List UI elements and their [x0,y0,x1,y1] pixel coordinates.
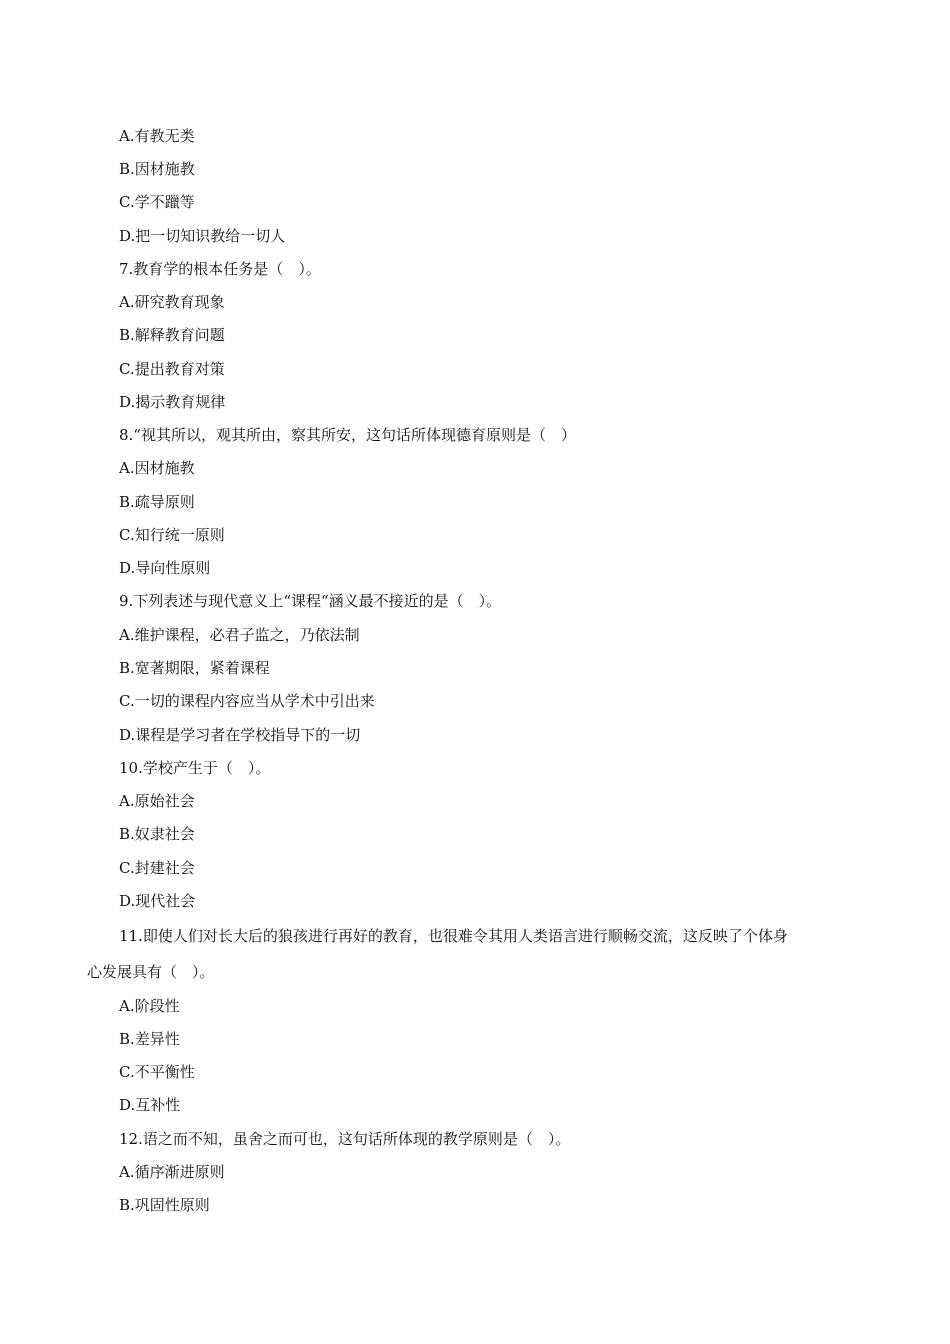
option-7b: B.解释教育问题 [119,326,225,344]
option-9c: C.一切的课程内容应当从学术中引出来 [119,692,375,710]
question-11: 11.即使人们对长大后的狼孩进行再好的教育，也很难令其用人类语言进行顺畅交流，这反映了个体身 [119,927,788,945]
question-10: 10.学校产生于（ ）。 [119,759,271,777]
option-8d: D.导向性原则 [119,559,211,577]
option-12b: B.巩固性原则 [119,1196,210,1214]
question-12: 12.语之而不知，虽舍之而可也，这句话所体现的教学原则是（ ）。 [119,1130,571,1148]
option-6c: C.学不躐等 [119,193,195,211]
option-11d: D.互补性 [119,1096,181,1114]
option-11c: C.不平衡性 [119,1063,195,1081]
question-11-continued: 心发展具有（ ）。 [87,963,215,981]
option-10d: D.现代社会 [119,892,196,910]
question-9: 9.下列表述与现代意义上“课程“涵义最不接近的是（ ）。 [119,592,502,610]
option-6a: A.有教无类 [119,127,195,145]
question-8: 8.“视其所以，观其所由，察其所安，这句话所体现德育原则是（ ） [119,426,576,444]
option-10b: B.奴隶社会 [119,825,195,843]
option-7d: D.揭示教育规律 [119,393,226,411]
option-9b: B.宽著期限，紧着课程 [119,659,270,677]
option-8a: A.因材施教 [119,459,195,477]
option-10a: A.原始社会 [119,792,195,810]
option-6d: D.把一切知识教给一切人 [119,227,286,245]
option-8c: C.知行统一原则 [119,526,225,544]
option-10c: C.封建社会 [119,859,195,877]
option-6b: B.因材施教 [119,160,195,178]
option-11a: A.阶段性 [119,997,180,1015]
option-9d: D.课程是学习者在学校指导下的一切 [119,726,361,744]
option-8b: B.疏导原则 [119,493,195,511]
question-7: 7.教育学的根本任务是（ ）。 [119,260,321,278]
option-7c: C.提出教育对策 [119,360,225,378]
option-12a: A.循序渐进原则 [119,1163,225,1181]
option-7a: A.研究教育现象 [119,293,225,311]
option-11b: B.差异性 [119,1030,180,1048]
option-9a: A.维护课程，必君子监之，乃依法制 [119,626,360,644]
